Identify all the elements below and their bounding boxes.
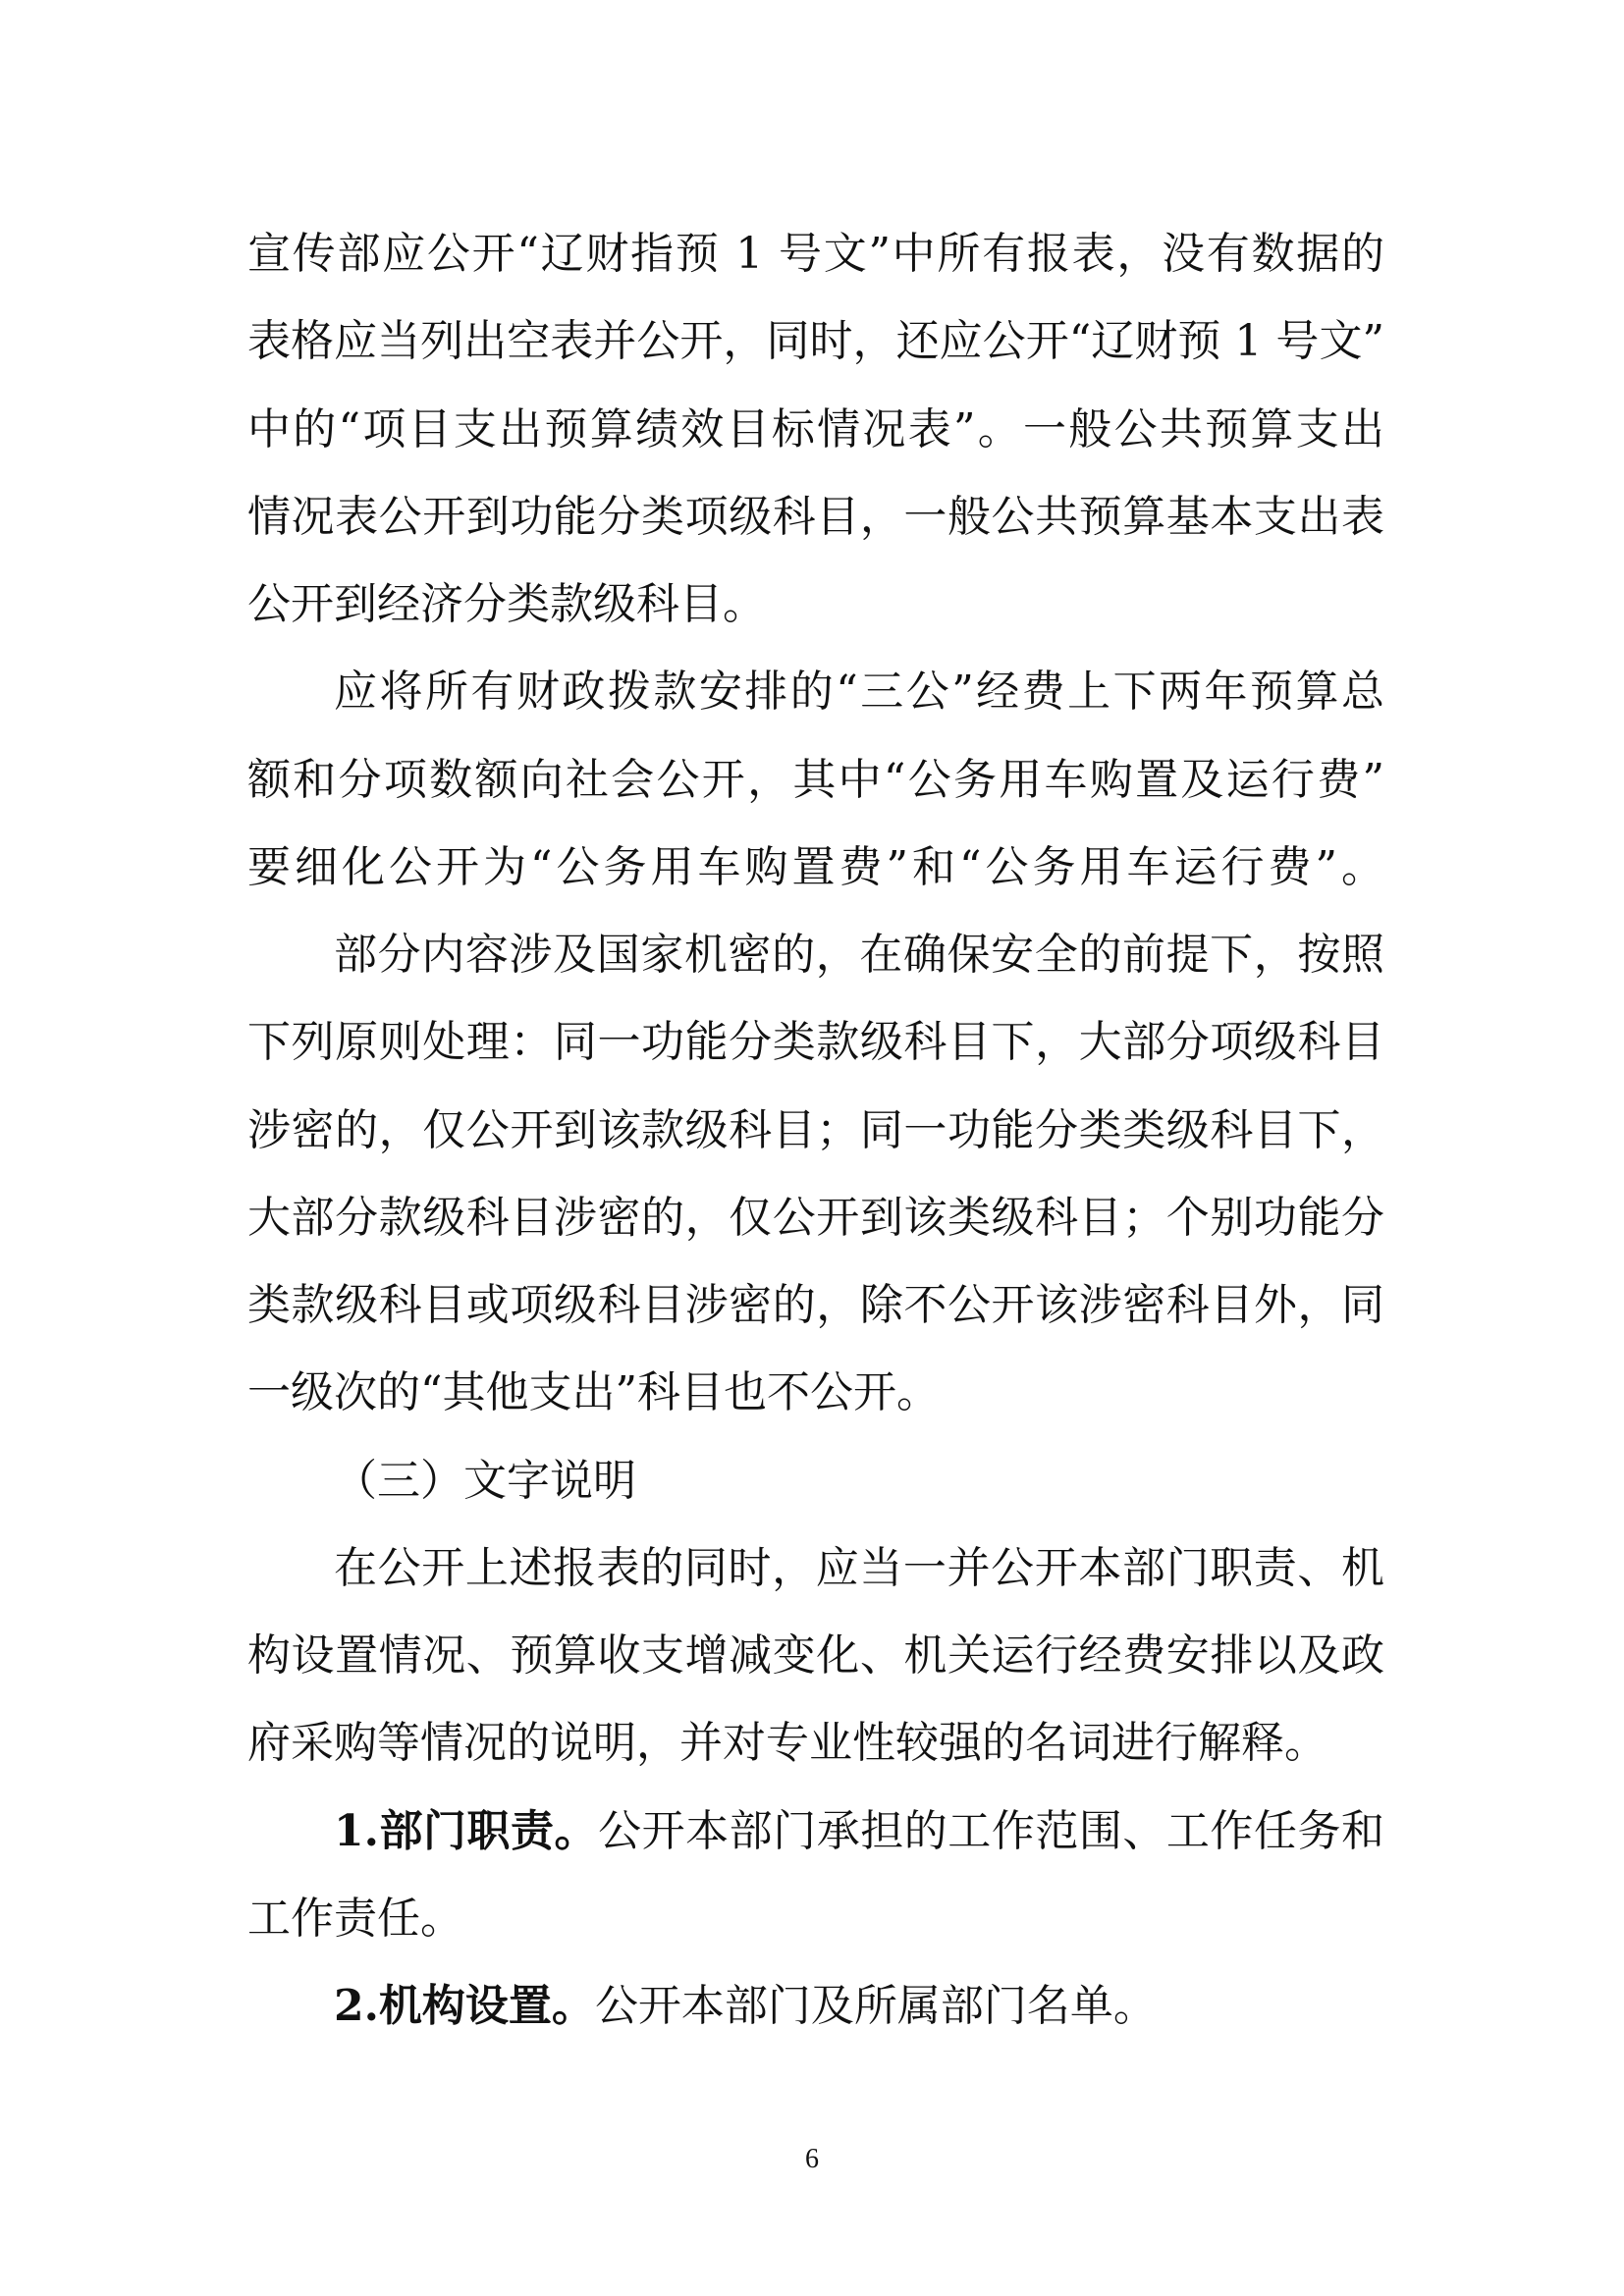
item-label: 1.部门职责。 [334,1805,599,1856]
text-line: 府采购等情况的说明，并对专业性较强的名词进行解释。 [247,1718,1327,1769]
text-line: 下列原则处理：同一功能分类款级科目下，大部分项级科目 [247,1017,1384,1068]
item-text: 公开本部门及所属部门名单。 [594,1981,1157,2031]
paragraph-confidential-content [247,911,1384,1437]
text-line: 工作责任。 [247,1893,463,1944]
text-line: 公开到经济分类款级科目。 [247,579,766,629]
text-line [247,1962,1384,2050]
text-line: 涉密的，仅公开到该款级科目；同一功能分类类级科目下， [247,1104,1384,1155]
text-line: 中的“项目支出预算绩效目标情况表”。一般公共预算支出 [247,403,1384,454]
text-line [247,1788,1384,1875]
text-line: 类款级科目或项级科目涉密的，除不公开该涉密科目外，同 [247,1280,1384,1330]
section-heading: （三）文字说明 [334,1455,636,1506]
text-line: 表格应当列出空表并公开，同时，还应公开“辽财预 1 号文” [247,316,1384,367]
text-line: 额和分项数额向社会公开，其中“公务用车购置及运行费” [247,754,1384,805]
document-body [247,210,1384,2050]
text-line: 应将所有财政拨款安排的“三公”经费上下两年预算总 [334,667,1384,718]
text-line: 要细化公开为“公务用车购置费”和“公务用车运行费”。 [247,841,1384,892]
text-line: 一级次的“其他支出”科目也不公开。 [247,1367,940,1418]
paragraph-three-public-expenses [247,648,1384,911]
paragraph-text-explanation [247,1524,1384,1788]
text-line: 部分内容涉及国家机密的，在确保安全的前提下，按照 [334,930,1384,980]
text-line: 构设置情况、预算收支增减变化、机关运行经费安排以及政 [247,1630,1384,1681]
item-department-duties [247,1788,1384,1963]
item-text: 公开本部门承担的工作范围、工作任务和 [598,1805,1385,1856]
page-number: 6 [805,2144,819,2174]
text-line: 宣传部应公开“辽财指预 1 号文”中所有报表，没有数据的 [247,229,1384,279]
item-organization-setup [247,1962,1384,2050]
text-line: 大部分款级科目涉密的，仅公开到该类级科目；个别功能分 [247,1192,1384,1243]
item-label: 2.机构设置。 [334,1981,595,2031]
paragraph-report-disclosure [247,210,1384,648]
text-line: 情况表公开到功能分类项级科目，一般公共预算基本支出表 [247,491,1384,542]
text-line: 在公开上述报表的同时，应当一并公开本部门职责、机 [334,1542,1384,1593]
